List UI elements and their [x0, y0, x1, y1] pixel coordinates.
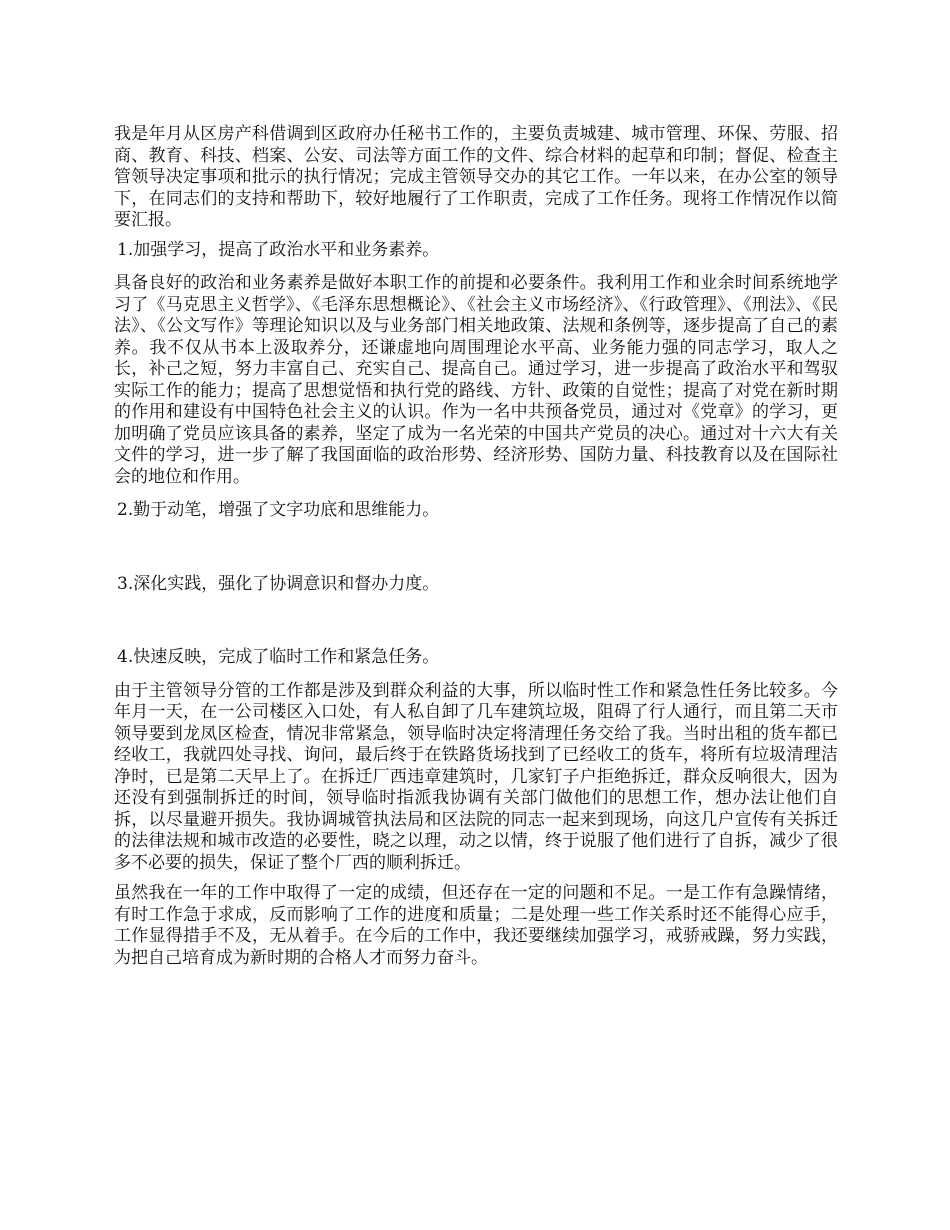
section-2-heading: 2.勤于动笔，增强了文字功底和思维能力。 [117, 500, 440, 520]
closing-paragraph: 虽然我在一年的工作中取得了一定的成绩，但还存在一定的问题和不足。一是工作有急躁情绪，有时工作急于求成，反而影响了工作的进度和质量；二是处理一些工作关系时还不能得心应手，工作显得措手不及，无从着手。在今后的工作中，我还要继续加强学习，戒骄戒躁，努力实践，为把自己培育成为新时期的合格人才而努力奋斗。 [114, 883, 838, 968]
section-4-paragraph: 由于主管领导分管的工作都是涉及到群众利益的大事，所以临时性工作和紧急性任务比较多。今年月一天，在一公司楼区入口处，有人私自卸了几车建筑垃圾，阻碍了行人通行，而且第二天市领导要到龙凤区检查，情况非常紧急，领导临时决定将清理任务交给了我。当时出租的货车都已经收工，我就四处寻找、询问，最后终于在铁路货场找到了已经收工的货车，将所有垃圾清理洁净时，已是第二天早上了。在拆迁厂西违章建筑时，几家钉子户拒绝拆迁，群众反响很大，因为还没有到强制拆迁的时间，领导临时指派我协调有关部门做他们的思想工作，想办法让他们自拆，以尽量避开损失。我协调城管执法局和区法院的同志一起来到现场，向这几户宣传有关拆迁的法律法规和城市改造的必要性，晓之以理，动之以情，终于说服了他们进行了自拆，减少了很多不必要的损失，保证了整个厂西的顺利拆迁。 [114, 680, 838, 873]
intro-paragraph: 我是年月从区房产科借调到区政府办任秘书工作的，主要负责城建、城市管理、环保、劳服、招商、教育、科技、档案、公安、司法等方面工作的文件、综合材料的起草和印制；督促、检查主管领导决定事项和批示的执行情况；完成主管领导交办的其它工作。一年以来，在办公室的领导下，在同志们的支持和帮助下，较好地履行了工作职责，完成了工作任务。现将工作情况作以简要汇报。 [114, 124, 838, 230]
document-page [114, 124, 838, 969]
section-4-heading: 4.快速反映，完成了临时工作和紧急任务。 [117, 647, 440, 667]
section-1-paragraph: 具备良好的政治和业务素养是做好本职工作的前提和必要条件。我利用工作和业余时间系统地学习了《马克思主义哲学》、《毛泽东思想概论》、《社会主义市场经济》、《行政管理》、《刑法》、《民法》、《公文写作》等理论知识以及与业务部门相关地政策、法规和条例等，逐步提高了自己的素养。我不仅从书本上汲取养分，还谦虚地向周围理论水平高、业务能力强的同志学习，取人之长，补己之短，努力丰富自己、充实自己、提高自己。通过学习，进一步提高了政治水平和驾驭实际工作的能力；提高了思想觉悟和执行党的路线、方针、政策的自觉性；提高了对党在新时期的作用和建设有中国特色社会主义的认识。作为一名中共预备党员，通过对《党章》的学习，更加明确了党员应该具备的素养，坚定了成为一名光荣的中国共产党员的决心。通过对十六大有关文件的学习，进一步了解了我国面临的政治形势、经济形势、国防力量、科技教育以及在国际社会的地位和作用。 [114, 273, 838, 487]
section-1-heading: 1.加强学习，提高了政治水平和业务素养。 [117, 239, 440, 260]
section-3-heading: 3.深化实践，强化了协调意识和督办力度。 [117, 573, 440, 594]
